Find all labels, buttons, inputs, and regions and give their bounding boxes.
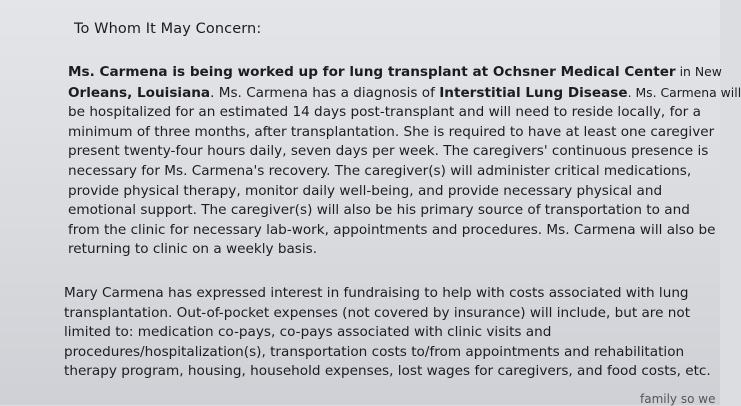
cutoff-text-fragment: family so we	[640, 392, 716, 406]
para2-line-5: therapy program, housing, household expenses, lost wages for caregivers, and food costs, etc.	[64, 363, 711, 380]
paragraph-transplant-details	[68, 62, 741, 260]
para1-line-3: be hospitalized for an estimated 14 days post-transplant and will need to reside locally, for a	[68, 104, 701, 121]
para2-line-1: Mary Carmena has expressed interest in fundraising to help with costs associated with lung	[64, 285, 689, 301]
diagnosis-text: Interstitial Lung Disease	[439, 84, 628, 101]
transplant-headline: Ms. Carmena is being worked up for lung transplant at Ochsner Medical Center	[68, 64, 676, 80]
para1-line-2	[68, 83, 741, 104]
para1-line-5: present twenty-four hours daily, seven days per week. The caregivers' continuous presence is	[68, 143, 709, 160]
para1-line-6: necessary for Ms. Carmena's recovery. The caregiver(s) will administer critical medications,	[68, 162, 692, 179]
para1-line-9: from the clinic for necessary lab-work, appointments and procedures. Ms. Carmena will also be	[68, 221, 716, 238]
para1-line-7: provide physical therapy, monitor daily well-being, and provide necessary physical and	[68, 182, 663, 199]
para1-line-2-tail: . Ms. Carmena will	[627, 84, 741, 100]
para1-line-8: emotional support. The caregiver(s) will also be his primary source of transportation to and	[68, 202, 690, 219]
paragraph-fundraising	[64, 284, 712, 382]
para1-line-4: minimum of three months, after transplantation. She is required to have at least one caregiver	[68, 123, 715, 140]
para1-line-1-tail: in New	[675, 64, 722, 79]
para1-line-1	[68, 62, 722, 83]
salutation: To Whom It May Concern:	[74, 21, 262, 37]
para1-line-2-text: . Ms. Carmena has a diagnosis of	[210, 84, 440, 101]
para2-line-4: procedures/hospitalization(s), transportation costs to/from appointments and rehabilitation	[64, 343, 685, 360]
location-text: Orleans, Louisiana	[68, 84, 211, 101]
para2-line-3: limited to: medication co-pays, co-pays associated with clinic visits and	[64, 324, 552, 341]
para1-line-10: returning to clinic on a weekly basis.	[68, 241, 318, 258]
para2-line-2: transplantation. Out-of-pocket expenses (not covered by insurance) will include, but are not	[64, 304, 691, 321]
